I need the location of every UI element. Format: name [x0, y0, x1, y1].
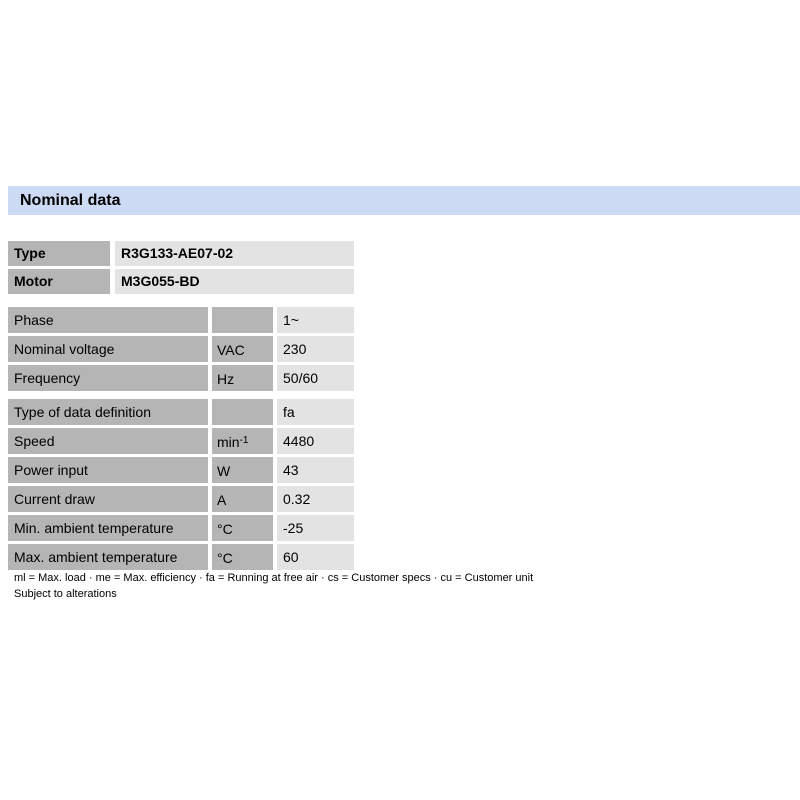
row-label: Frequency [8, 365, 208, 391]
row-label: Phase [8, 307, 208, 333]
row-value: 0.32 [277, 486, 354, 512]
row-label: Current draw [8, 486, 208, 512]
row-value: R3G133-AE07-02 [115, 241, 354, 266]
table-row [8, 365, 354, 391]
table-row [8, 515, 354, 541]
row-unit: W [212, 457, 273, 483]
table-row [8, 241, 354, 266]
row-value: 1~ [277, 307, 354, 333]
identity-table [8, 241, 354, 297]
table-row [8, 336, 354, 362]
table-row [8, 399, 354, 425]
row-label: Nominal voltage [8, 336, 208, 362]
row-value: 43 [277, 457, 354, 483]
row-label: Min. ambient temperature [8, 515, 208, 541]
electrical-table [8, 307, 354, 394]
row-unit: °C [212, 515, 273, 541]
row-value: 50/60 [277, 365, 354, 391]
row-label: Power input [8, 457, 208, 483]
row-value: 60 [277, 544, 354, 570]
row-unit: VAC [212, 336, 273, 362]
alterations-note: Subject to alterations [14, 588, 117, 600]
table-row [8, 307, 354, 333]
row-value: M3G055-BD [115, 269, 354, 294]
row-value: fa [277, 399, 354, 425]
row-label: Max. ambient temperature [8, 544, 208, 570]
abbreviation-legend: ml = Max. load · me = Max. efficiency · fa = Running at free air · cs = Customer specs · cu = Customer unit [14, 572, 534, 584]
performance-table [8, 399, 354, 573]
row-label: Speed [8, 428, 208, 454]
row-unit: Hz [212, 365, 273, 391]
row-value: 230 [277, 336, 354, 362]
row-label: Type [8, 241, 110, 266]
table-row [8, 544, 354, 570]
row-unit: °C [212, 544, 273, 570]
section-header-bar [8, 186, 800, 215]
row-label: Type of data definition [8, 399, 208, 425]
row-unit [212, 307, 273, 333]
row-value: 4480 [277, 428, 354, 454]
row-label: Motor [8, 269, 110, 294]
row-unit: $\min^{-1}$ [212, 428, 273, 454]
table-row [8, 428, 354, 454]
row-unit [212, 399, 273, 425]
page-title: Nominal data [20, 192, 121, 209]
table-row [8, 269, 354, 294]
table-row [8, 457, 354, 483]
row-value: -25 [277, 515, 354, 541]
row-unit: A [212, 486, 273, 512]
table-row [8, 486, 354, 512]
